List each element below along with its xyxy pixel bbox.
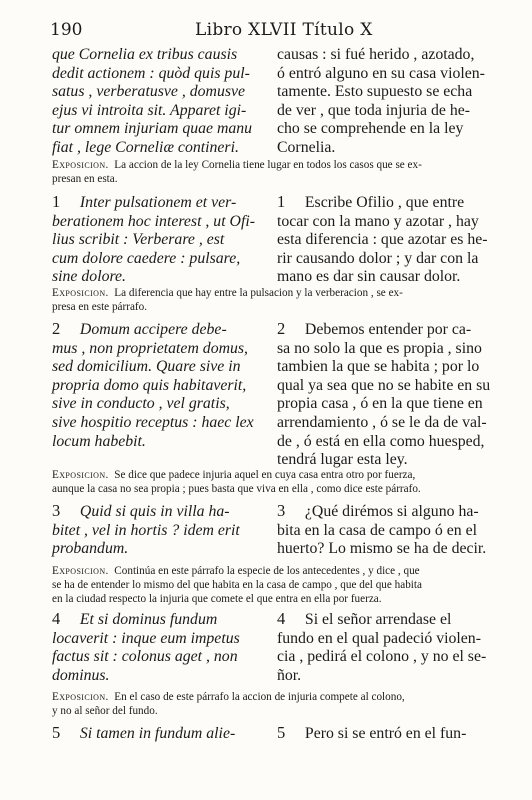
latin-section-1: 1 Inter pulsationem et ver- berationem hoc interest , ut Ofi- lius scribit : Verberare , est cum dolore caedere : pulsare, sine dolore. <box>52 192 255 286</box>
section-number: 3 <box>52 501 61 520</box>
spanish-text-top: causas : si fué herido , azotado, ó entró alguno en su casa violen- tamente. Esto supuesto se echa de ver , que toda injuria de he- cho se comprehende en la ley Cornelia. <box>277 46 485 156</box>
section-number: 4 <box>52 609 61 628</box>
latin-section-2: 2 Domum accipere debe- mus , non proprietatem domus, sed domicilium. Quare sive in propria domo quis habitaverit, sive in conducto , vel gratis, sive hospitio receptus : haec lex locum habebit. <box>52 319 254 450</box>
exposicion-note: Exposicion. La accion de la ley Cornelia tiene lugar en todos los casos que se ex- presan en esta. <box>52 159 422 185</box>
section-number: 2 <box>52 319 61 338</box>
section-number: 4 <box>277 609 286 628</box>
running-title: Libro XLVII Título X <box>195 20 373 40</box>
exposicion-note: Exposicion. La diferencia que hay entre la pulsacion y la verberacion , se ex- presa en este párrafo. <box>52 287 403 313</box>
page-header <box>50 20 492 44</box>
section-number: 3 <box>277 501 286 520</box>
spanish-section-4: 4 Si el señor arrendase el fundo en el qual padeció violen- cia , pedirá el colono , y no el se- ñor. <box>277 609 487 684</box>
latin-section-4: 4 Et si dominus fundum locaverit : inque eum impetus factus sit : colonus aget , non dominus. <box>52 609 240 684</box>
exposicion-note: Exposicion. Continúa en este párrafo la especie de los antecedentes , y dice , que se ha de entender lo mismo del que habita en la casa de campo , que del que habita en la ciudad respecto la injuria que comete el que entra en ella por fuerza. <box>52 565 422 605</box>
section-number: 1 <box>52 192 61 211</box>
latin-text-top: que Cornelia ex tribus causis dedit actionem : quòd quis pul- satus , verberatusve , domusve ejus vi introita sit. Apparet igi- tur omnem injuriam quae manu fiat , lege Corneliæ contineri. <box>52 46 253 156</box>
latin-section-5: 5 Si tamen in fundum alie- <box>52 723 236 742</box>
section-number: 5 <box>52 723 61 742</box>
latin-section-3: 3 Quid si quis in villa ha- bitet , vel in hortis ? idem erit probandum. <box>52 501 240 558</box>
spanish-section-2: 2 Debemos entender por ca- sa no solo la que es propia , sino tambien la que se habita ; por lo qual ya sea que no se habite en su propia casa , ó en la que tiene en arrendamiento , ó se le da de val- de , ó está en ella como huesped, tendrá lugar esta ley. <box>277 319 491 469</box>
section-number: 1 <box>277 192 286 211</box>
spanish-section-1: 1 Escribe Ofilio , que entre tocar con la mano y azotar , hay esta diferencia : que azotar es he- rir causando dolor ; y dar con la mano es dar sin causar dolor. <box>277 192 488 286</box>
spanish-section-5: 5 Pero si se entró en el fun- <box>277 723 467 742</box>
exposicion-note: Exposicion. En el caso de este párrafo la accion de injuria compete al colono, y no al señor del fundo. <box>52 691 405 717</box>
exposicion-note: Exposicion. Se dice que padece injuria aquel en cuya casa entra otro por fuerza, aunque la casa no sea propia ; pues basta que viva en ella , como dice este párrafo. <box>52 469 421 495</box>
section-number: 5 <box>277 723 286 742</box>
page-number: 190 <box>50 20 83 40</box>
section-number: 2 <box>277 319 286 338</box>
spanish-section-3: 3 ¿Qué dirémos si alguno ha- bita en la casa de campo ó en el huerto? Lo mismo se ha de decir. <box>277 501 487 558</box>
